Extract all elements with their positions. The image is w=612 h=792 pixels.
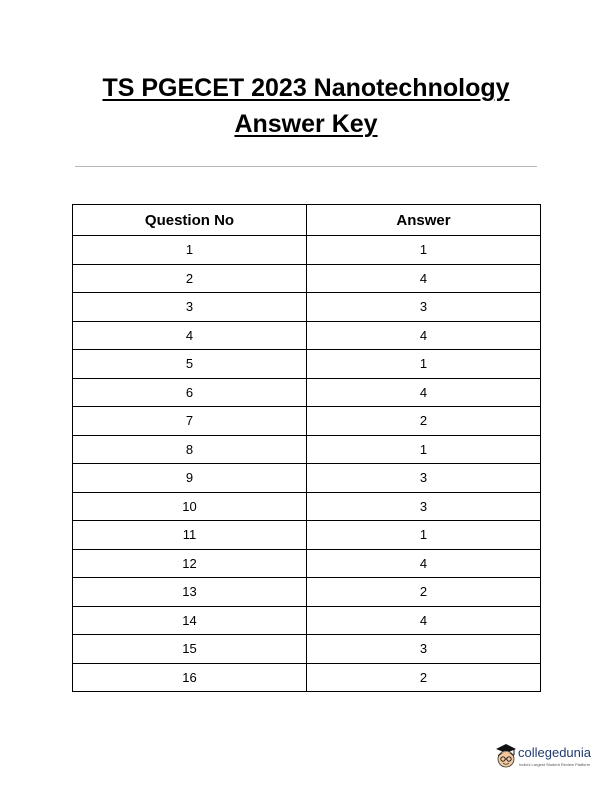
table-row — [73, 635, 541, 664]
question-number-cell: 13 — [73, 578, 307, 607]
logo-tagline: India's Largest Student Review Platform — [519, 762, 591, 767]
table-row — [73, 492, 541, 521]
collegedunia-logo — [494, 742, 612, 778]
title-line-2: Answer Key — [234, 110, 378, 138]
table-body — [73, 236, 541, 692]
question-number-cell: 10 — [73, 492, 307, 521]
question-number-cell: 3 — [73, 293, 307, 322]
answer-cell: 4 — [307, 321, 541, 350]
logo-brand-text: collegedunia — [518, 745, 592, 760]
page-title — [0, 70, 612, 142]
question-number-cell: 2 — [73, 264, 307, 293]
answer-key-table — [72, 204, 541, 692]
table-row — [73, 521, 541, 550]
question-number-cell: 16 — [73, 663, 307, 692]
answer-cell: 4 — [307, 549, 541, 578]
table-row — [73, 350, 541, 379]
question-number-cell: 14 — [73, 606, 307, 635]
answer-cell: 2 — [307, 578, 541, 607]
question-number-cell: 8 — [73, 435, 307, 464]
table-row — [73, 293, 541, 322]
question-number-cell: 12 — [73, 549, 307, 578]
answer-cell: 4 — [307, 606, 541, 635]
question-number-cell: 9 — [73, 464, 307, 493]
table-row — [73, 578, 541, 607]
answer-cell: 4 — [307, 264, 541, 293]
answer-cell: 3 — [307, 464, 541, 493]
mascot-icon — [494, 742, 518, 772]
answer-cell: 2 — [307, 663, 541, 692]
table-row — [73, 378, 541, 407]
table-row — [73, 407, 541, 436]
title-line-1: TS PGECET 2023 Nanotechnology — [102, 74, 510, 102]
table-row — [73, 549, 541, 578]
answer-cell: 2 — [307, 407, 541, 436]
table-row — [73, 464, 541, 493]
answer-cell: 3 — [307, 293, 541, 322]
answer-cell: 1 — [307, 521, 541, 550]
question-number-cell: 4 — [73, 321, 307, 350]
table-row — [73, 264, 541, 293]
question-number-cell: 5 — [73, 350, 307, 379]
question-number-cell: 15 — [73, 635, 307, 664]
table-header-row — [73, 205, 541, 236]
table-row — [73, 606, 541, 635]
column-header-answer: Answer — [307, 205, 541, 236]
answer-cell: 4 — [307, 378, 541, 407]
answer-cell: 1 — [307, 435, 541, 464]
horizontal-divider — [75, 166, 537, 167]
table-row — [73, 236, 541, 265]
question-number-cell: 6 — [73, 378, 307, 407]
question-number-cell: 11 — [73, 521, 307, 550]
table-row — [73, 435, 541, 464]
answer-cell: 1 — [307, 350, 541, 379]
question-number-cell: 1 — [73, 236, 307, 265]
column-header-question-no: Question No — [73, 205, 307, 236]
table-row — [73, 663, 541, 692]
question-number-cell: 7 — [73, 407, 307, 436]
answer-cell: 3 — [307, 635, 541, 664]
answer-cell: 1 — [307, 236, 541, 265]
answer-cell: 3 — [307, 492, 541, 521]
table-row — [73, 321, 541, 350]
